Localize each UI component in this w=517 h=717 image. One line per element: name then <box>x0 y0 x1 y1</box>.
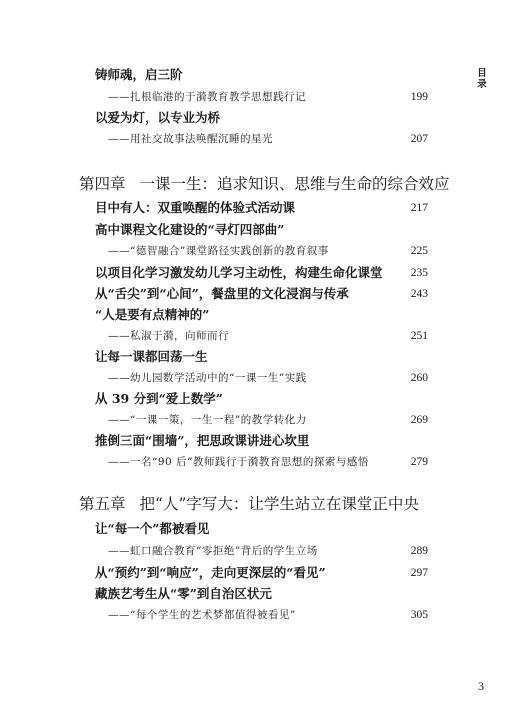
entry-title: 从“预约”到“响应”，走向更深层的“看见” <box>95 565 326 580</box>
entry-subtitle: ——“每个学生的艺术梦都值得被看见” <box>108 609 296 621</box>
entry-title: 从“舌尖”到“心间”，餐盘里的文化浸润与传承 <box>95 286 349 301</box>
entry-subtitle: ——私淑于漪，向师而行 <box>108 330 229 342</box>
toc-entry[interactable] <box>0 220 517 240</box>
entry-subtitle: ——幼儿园数学活动中的“一课一生”实践 <box>108 372 307 384</box>
entry-title: 以爱为灯，以专业为桥 <box>95 110 221 125</box>
toc-entry[interactable] <box>0 198 517 218</box>
page-number: 225 <box>410 245 428 257</box>
toc-entry-subtitle <box>0 87 517 107</box>
chapter-title: 一课一生：追求知识、思维与生命的综合效应 <box>139 175 450 193</box>
toc-entry[interactable] <box>0 65 517 85</box>
toc-entry[interactable] <box>0 284 517 304</box>
entry-title: 推倒三面“围墙”，把思政课讲进心坎里 <box>95 433 310 448</box>
chapter-number: 第五章 <box>79 495 126 513</box>
toc-entry-subtitle <box>0 326 517 346</box>
entry-title: 让“每一个”都被看见 <box>95 521 210 536</box>
toc-entry-subtitle <box>0 368 517 388</box>
toc-entry-subtitle <box>0 129 517 149</box>
entry-subtitle: ——“德智融合”课堂路径实践创新的教育叙事 <box>108 245 329 257</box>
toc-entry-subtitle <box>0 452 517 472</box>
entry-title: 从 39 分到“爱上数学” <box>95 391 223 406</box>
chapter-title: 把“人”字写大：让学生站立在课堂正中央 <box>139 495 419 513</box>
page-number: 251 <box>410 330 428 342</box>
toc-entry[interactable] <box>0 263 517 283</box>
toc-entry[interactable] <box>0 389 517 409</box>
chapter-number: 第四章 <box>79 175 126 193</box>
toc-entry-subtitle <box>0 541 517 561</box>
toc-entry-subtitle <box>0 410 517 430</box>
toc-entry-subtitle <box>0 605 517 625</box>
toc-entry[interactable] <box>0 563 517 583</box>
entry-subtitle: ——虹口融合教育“零拒绝”背后的学生立场 <box>108 545 318 557</box>
entry-subtitle: ——一名“90 后”教师践行于漪教育思想的探索与感悟 <box>108 456 369 468</box>
section-label: 目录 <box>477 68 487 90</box>
page-number: 305 <box>410 609 428 621</box>
page-number: 207 <box>410 133 428 145</box>
page-number: 243 <box>410 288 428 300</box>
toc-entry[interactable] <box>0 584 517 604</box>
page-number: 217 <box>410 202 428 214</box>
toc-entry-subtitle <box>0 241 517 261</box>
entry-title: 藏族艺考生从“零”到自治区状元 <box>95 586 272 601</box>
entry-title: 以项目化学习激发幼儿学习主动性，构建生命化课堂 <box>95 265 383 280</box>
entry-title: 让每一课都回荡一生 <box>95 349 208 364</box>
entry-subtitle: ——“一课一策，一生一程”的教学转化力 <box>108 414 307 426</box>
chapter-heading[interactable] <box>79 492 499 516</box>
chapter-heading[interactable] <box>79 172 499 196</box>
toc-entry[interactable] <box>0 431 517 451</box>
toc-entry[interactable] <box>0 519 517 539</box>
entry-subtitle: ——用社交故事法唤醒沉睡的星光 <box>108 133 273 145</box>
toc-entry[interactable] <box>0 347 517 367</box>
page-number: 269 <box>410 414 428 426</box>
page-number: 289 <box>410 545 428 557</box>
entry-title: “人是要有点精神的” <box>95 307 210 322</box>
page-number: 199 <box>410 91 428 103</box>
entry-title: 目中有人：双重唤醒的体验式活动课 <box>95 200 296 215</box>
folio-page-number: 3 <box>478 679 484 693</box>
page-number: 279 <box>410 456 428 468</box>
entry-title: 铸师魂，启三阶 <box>95 67 183 82</box>
page-number: 235 <box>410 267 428 279</box>
toc-entry[interactable] <box>0 108 517 128</box>
page-number: 297 <box>410 567 428 579</box>
entry-subtitle: ——扎根临港的于漪教育教学思想践行记 <box>108 91 306 103</box>
toc-entry[interactable] <box>0 305 517 325</box>
entry-title: 高中课程文化建设的“寻灯四部曲” <box>95 222 285 237</box>
page-number: 260 <box>410 372 428 384</box>
